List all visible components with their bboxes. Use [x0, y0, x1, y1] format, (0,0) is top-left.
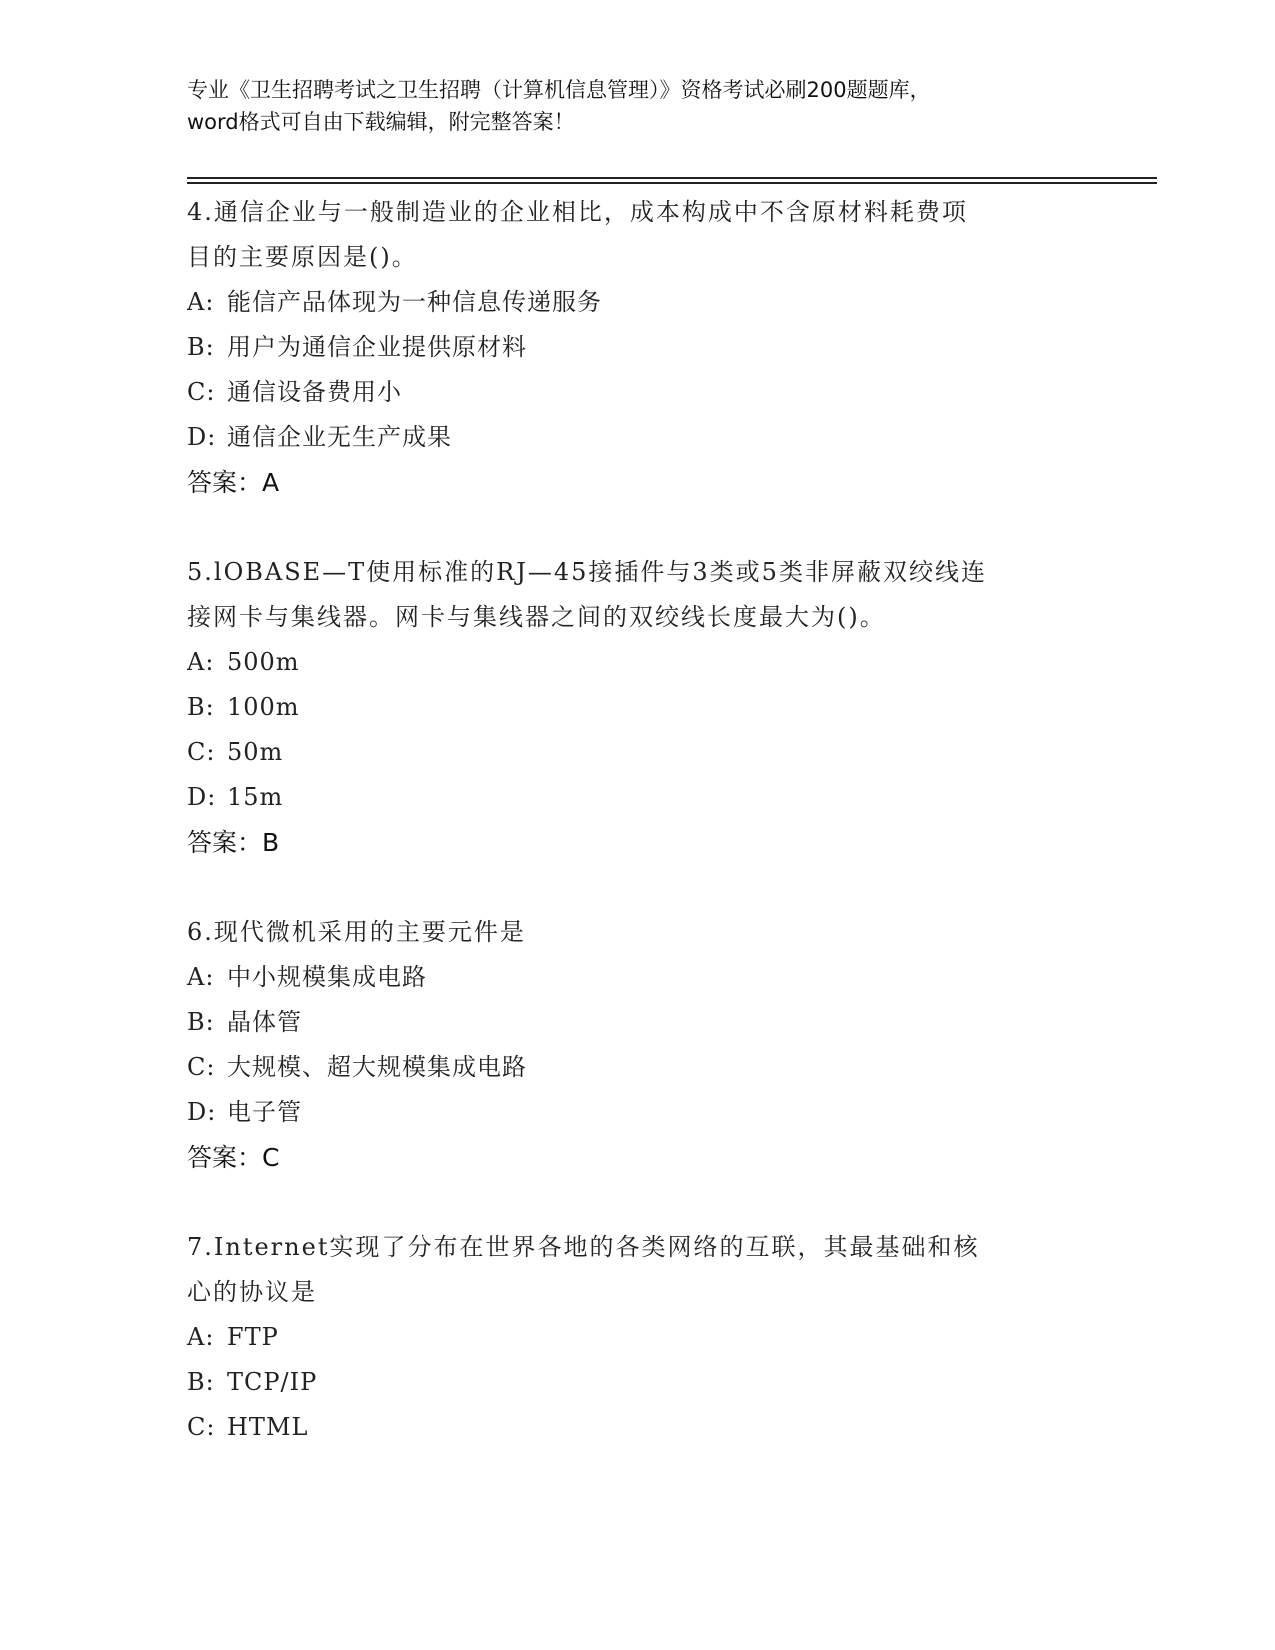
option-c	[187, 1045, 1087, 1090]
option-letter: C:	[187, 378, 216, 406]
option-letter: D:	[187, 423, 217, 451]
option-b	[187, 685, 1087, 730]
answer-line: 答案：A	[187, 468, 280, 497]
question-spacer	[187, 865, 1087, 910]
question-spacer	[187, 505, 1087, 550]
option-text: FTP	[227, 1323, 279, 1351]
option-d	[187, 1090, 1087, 1135]
question-stem-continued: 接网卡与集线器。网卡与集线器之间的双绞线长度最大为()。	[187, 603, 886, 631]
option-a	[187, 955, 1087, 1000]
option-letter: B:	[187, 333, 215, 361]
option-text: 能信产品体现为一种信息传递服务	[227, 288, 602, 316]
option-a	[187, 1315, 1087, 1360]
option-letter: C:	[187, 1053, 216, 1081]
option-letter: B:	[187, 1368, 215, 1396]
document-header	[187, 74, 1087, 138]
question-stem-continued: 心的协议是	[187, 1278, 317, 1306]
option-letter: A:	[187, 648, 215, 676]
option-text: 大规模、超大规模集成电路	[227, 1053, 527, 1081]
option-d	[187, 415, 1087, 460]
header-divider-bottom	[187, 182, 1157, 184]
question-4	[187, 190, 1087, 505]
option-letter: B:	[187, 693, 215, 721]
question-spacer	[187, 1180, 1087, 1225]
option-letter: A:	[187, 288, 215, 316]
option-text: 100m	[227, 693, 300, 721]
option-letter: D:	[187, 783, 217, 811]
question-7	[187, 1225, 1087, 1450]
option-text: 通信企业无生产成果	[227, 423, 452, 451]
option-letter: D:	[187, 1098, 217, 1126]
question-stem: 5.lOBASE—T使用标准的RJ—45接插件与3类或5类非屏蔽双绞线连	[187, 558, 987, 586]
option-text: 用户为通信企业提供原材料	[227, 333, 527, 361]
option-text: 电子管	[227, 1098, 302, 1126]
option-c	[187, 370, 1087, 415]
option-a	[187, 280, 1087, 325]
option-text: 500m	[227, 648, 300, 676]
header-line-1: 专业《卫生招聘考试之卫生招聘（计算机信息管理）》资格考试必刷200题题库，	[187, 78, 931, 102]
question-stem: 6.现代微机采用的主要元件是	[187, 918, 526, 946]
option-b	[187, 1000, 1087, 1045]
option-text: HTML	[227, 1413, 309, 1441]
option-letter: C:	[187, 1413, 216, 1441]
option-letter: A:	[187, 1323, 215, 1351]
option-text: 晶体管	[227, 1008, 302, 1036]
question-list	[187, 190, 1087, 1450]
header-line-2: word格式可自由下载编辑，附完整答案！	[187, 110, 575, 134]
option-text: 50m	[227, 738, 284, 766]
option-letter: C:	[187, 738, 216, 766]
option-text: 通信设备费用小	[227, 378, 402, 406]
header-divider-top	[187, 177, 1157, 179]
option-c	[187, 1405, 1087, 1450]
option-b	[187, 1360, 1087, 1405]
question-stem: 7.Internet实现了分布在世界各地的各类网络的互联，其最基础和核	[187, 1233, 980, 1261]
option-text: 中小规模集成电路	[227, 963, 427, 991]
option-letter: A:	[187, 963, 215, 991]
option-text: TCP/IP	[227, 1368, 318, 1396]
option-d	[187, 775, 1087, 820]
answer-line: 答案：B	[187, 828, 280, 857]
option-text: 15m	[227, 783, 284, 811]
option-b	[187, 325, 1087, 370]
option-letter: B:	[187, 1008, 215, 1036]
question-stem-continued: 目的主要原因是()。	[187, 243, 418, 271]
option-a	[187, 640, 1087, 685]
question-stem: 4.通信企业与一般制造业的企业相比，成本构成中不含原材料耗费项	[187, 198, 968, 226]
answer-line: 答案：C	[187, 1143, 280, 1172]
option-c	[187, 730, 1087, 775]
question-5	[187, 550, 1087, 865]
question-6	[187, 910, 1087, 1180]
